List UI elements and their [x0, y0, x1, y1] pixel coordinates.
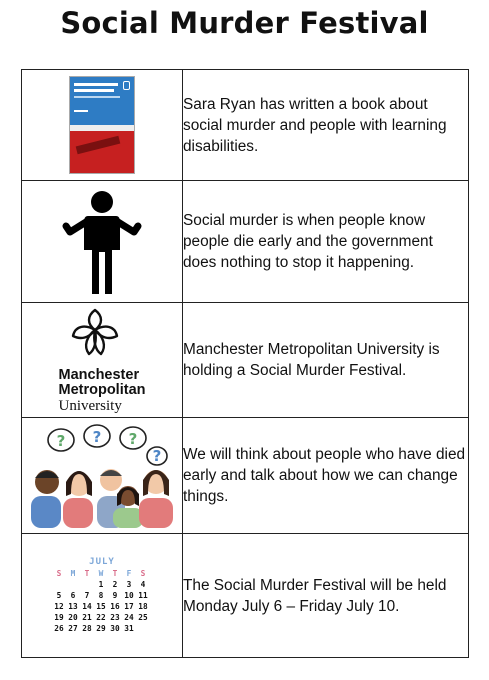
person-shrugging-icon	[62, 186, 142, 298]
calendar-weekdays: S M T W T F S	[56, 569, 146, 578]
table-row	[22, 418, 469, 534]
svg-text:?: ?	[56, 431, 66, 450]
image-cell	[22, 418, 183, 534]
calendar-week: 19 20 21 22 23 24 25	[54, 613, 148, 622]
thinking-people-icon	[29, 424, 175, 528]
calendar-icon	[52, 557, 152, 634]
logo-line-1: Manchester	[58, 367, 140, 383]
table-row	[22, 534, 469, 658]
page-title: Social Murder Festival	[60, 6, 429, 40]
image-cell	[22, 181, 183, 303]
row-text: Social murder is when people know people die early and the government does nothing to stop it happening.	[183, 181, 469, 303]
easy-read-table	[21, 69, 469, 658]
table-row	[22, 181, 469, 303]
image-cell	[22, 70, 183, 181]
table-row	[22, 303, 469, 418]
row-text: We will think about people who have died early and talk about how we can change things.	[183, 418, 469, 534]
logo-line-2: Metropolitan	[58, 382, 146, 398]
row-text: Manchester Metropolitan University is holding a Social Murder Festival.	[183, 303, 469, 418]
image-cell	[22, 303, 183, 418]
svg-text:?: ?	[92, 427, 102, 446]
book-cover-icon	[70, 77, 134, 173]
calendar-month: JULY	[89, 557, 115, 567]
row-text: The Social Murder Festival will be held Monday July 6 – Friday July 10.	[183, 534, 469, 658]
calendar-week: 1 2 3 4	[98, 580, 146, 589]
table-row	[22, 70, 469, 181]
calendar-week: 5 6 7 8 9 10 11	[56, 591, 148, 600]
university-logo-icon	[59, 306, 146, 414]
svg-text:?: ?	[128, 429, 138, 448]
calendar-week: 26 27 28 29 30 31	[54, 624, 134, 633]
logo-line-3: University	[58, 398, 122, 414]
row-text: Sara Ryan has written a book about social murder and people with learning disabilities.	[183, 70, 469, 181]
calendar-week: 12 13 14 15 16 17 18	[54, 602, 148, 611]
svg-text:?: ?	[152, 446, 162, 465]
image-cell	[22, 534, 183, 658]
